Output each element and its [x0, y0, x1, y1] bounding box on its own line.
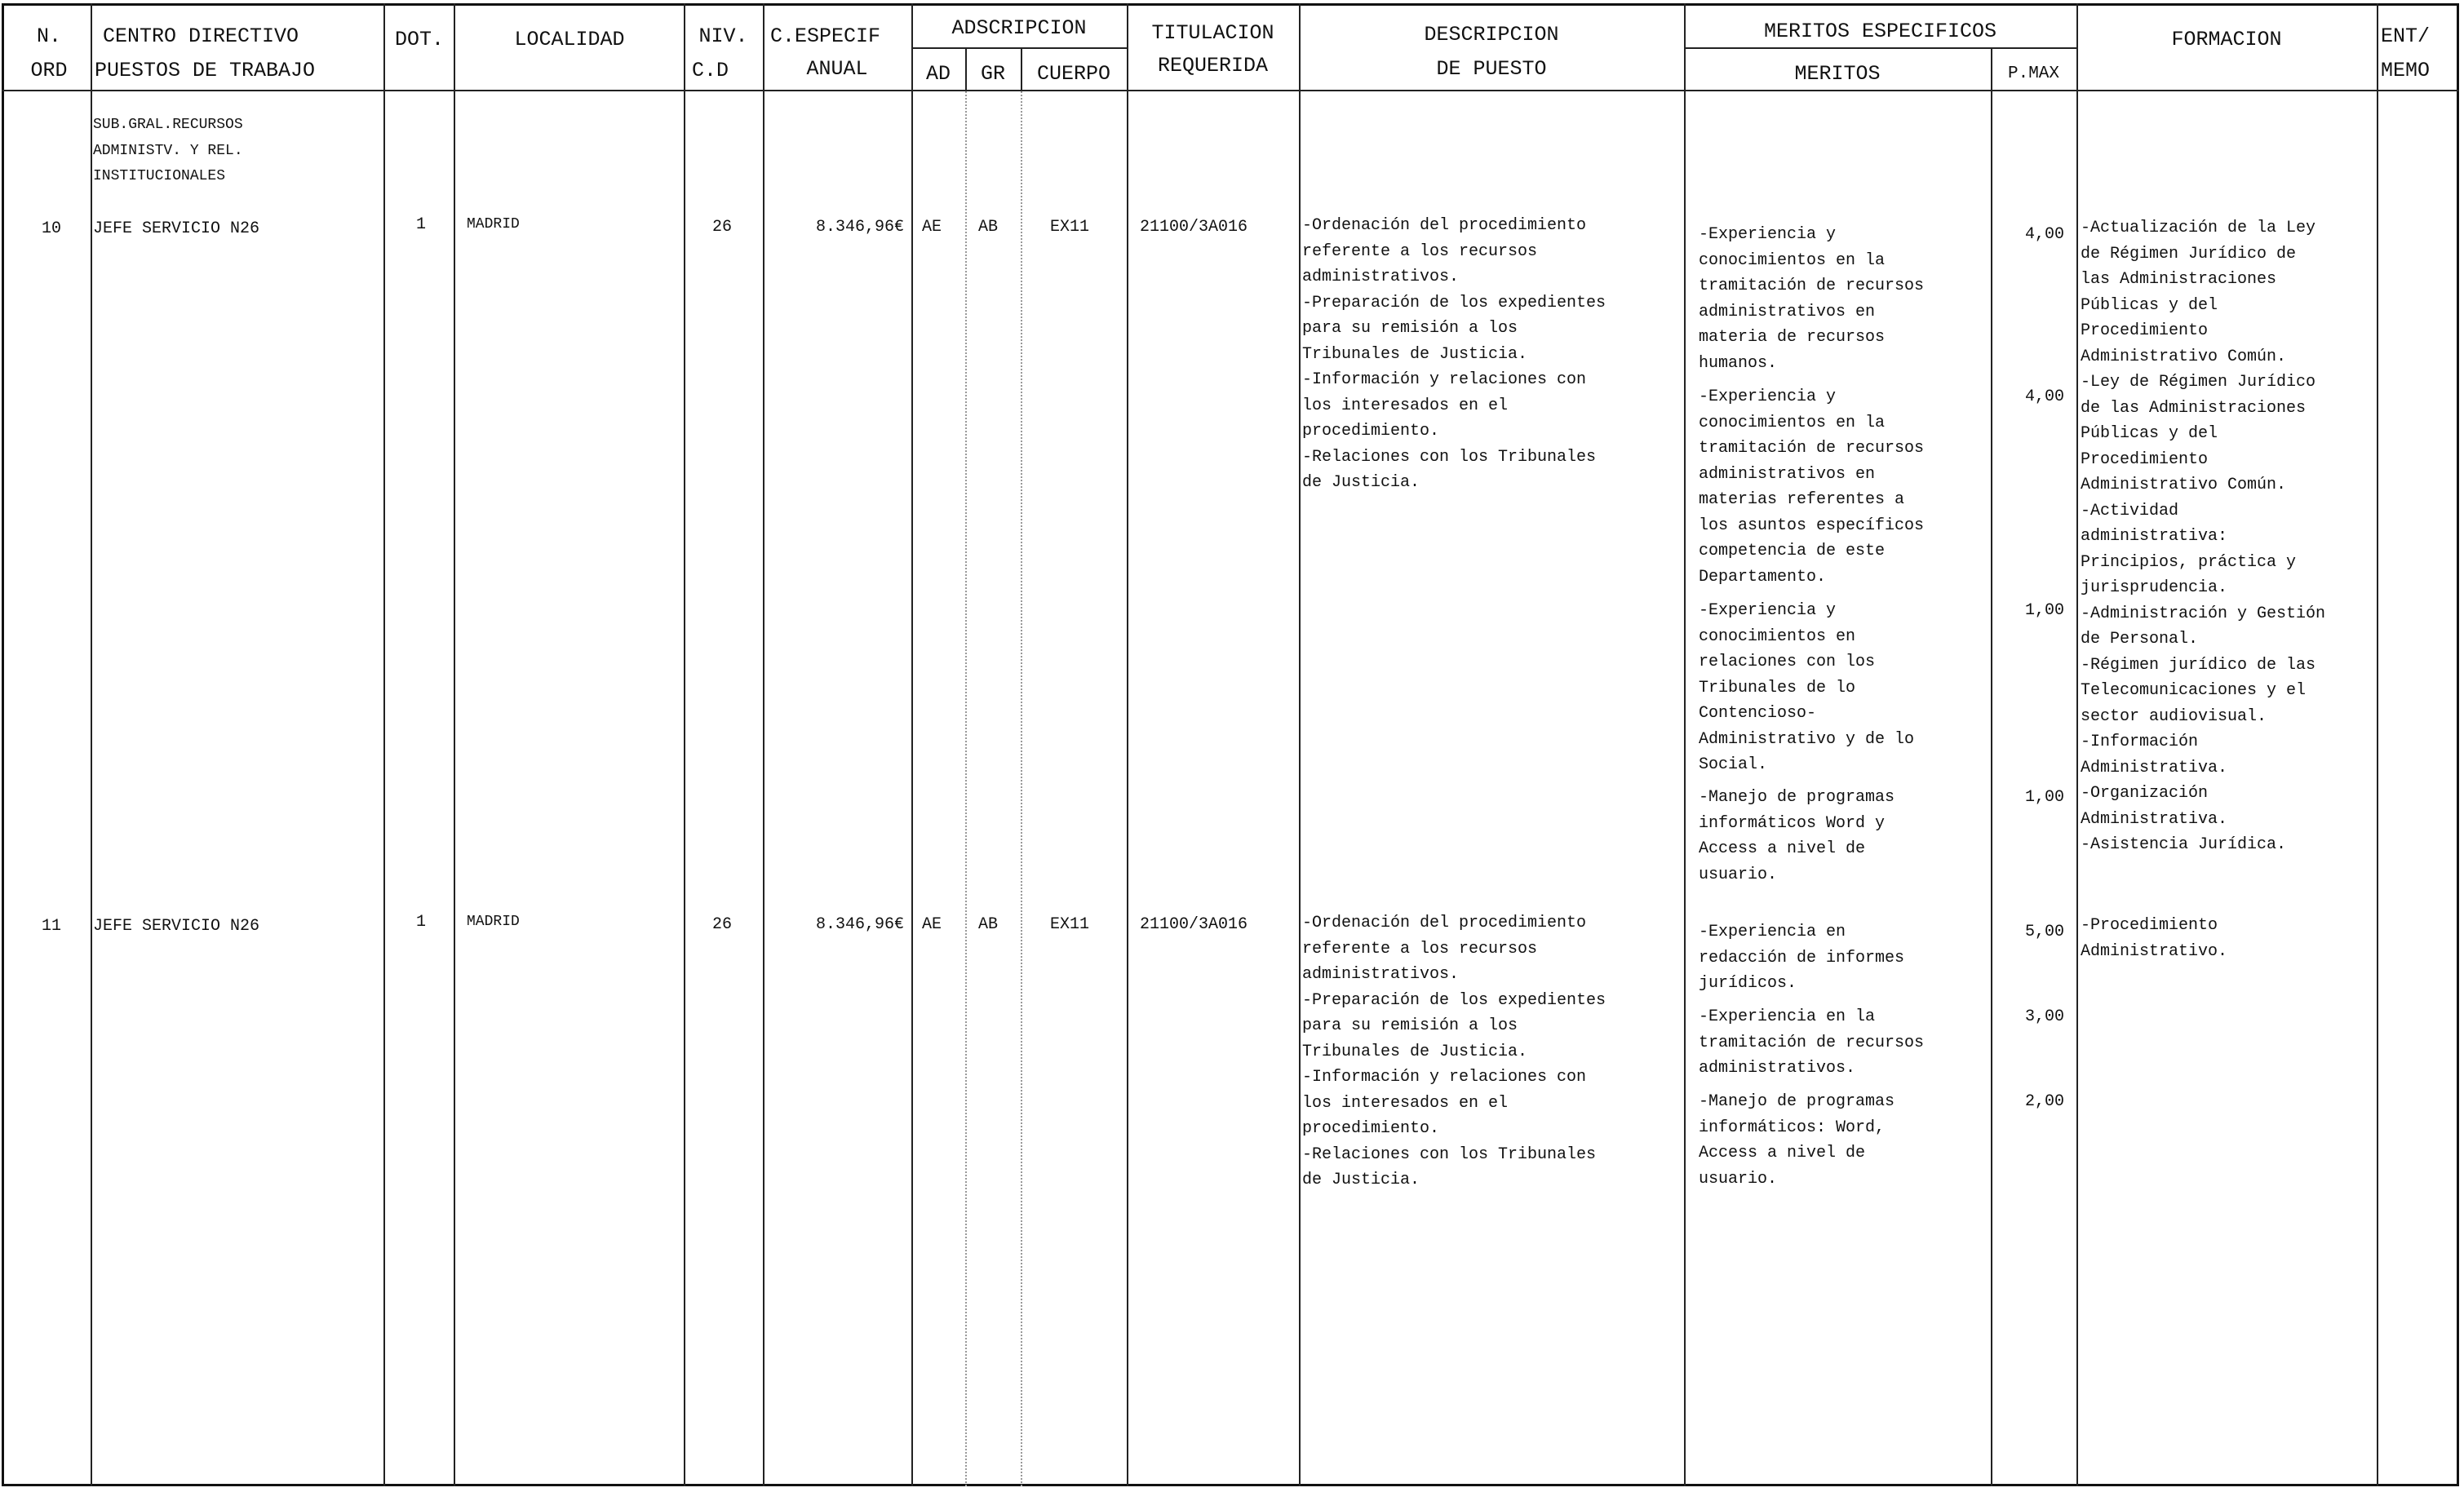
header-meritos: MERITOS: [1794, 62, 1881, 86]
text-line: de Justicia.: [1302, 473, 1420, 492]
text-line: -Experiencia en la: [1699, 1007, 1876, 1026]
header-niv: NIV.: [698, 24, 748, 48]
header-adscripcion: ADSCRIPCION: [951, 16, 1087, 40]
row-ad: AE: [922, 915, 942, 934]
header-ord: ORD: [30, 59, 68, 82]
merit-item: [1699, 384, 1924, 590]
text-line: INSTITUCIONALES: [93, 168, 226, 184]
text-line: jurisprudencia.: [2081, 578, 2228, 597]
text-line: ADMINISTV. Y REL.: [93, 142, 243, 159]
header-meritos-especificos: MERITOS ESPECIFICOS: [1763, 20, 1997, 43]
row-localidad: MADRID: [467, 914, 520, 930]
col-divider: [383, 3, 385, 1486]
text-line: usuario.: [1699, 1169, 1778, 1189]
col-divider: [1684, 3, 1686, 1486]
text-line: Administrativo y de lo: [1699, 729, 1915, 749]
text-line: Tribunales de lo: [1699, 678, 1856, 697]
text-line: Administrativa.: [2081, 758, 2228, 777]
text-line: -Actividad: [2081, 501, 2179, 520]
text-line: informáticos: Word,: [1699, 1118, 1886, 1137]
text-line: Social.: [1699, 755, 1768, 774]
header-divider: [911, 47, 1127, 49]
header-formacion: FORMACION: [2171, 28, 2282, 51]
merit-item: [1699, 1089, 1895, 1192]
header-ad: AD: [925, 62, 951, 86]
header-descripcion: DESCRIPCION: [1424, 23, 1559, 46]
row-descripcion: [1302, 910, 1606, 1193]
text-line: Procedimiento: [2081, 449, 2209, 469]
header-pmax: P.MAX: [2007, 64, 2059, 83]
text-line: tramitación de recursos: [1699, 277, 1925, 295]
text-line: Administrativa.: [2081, 809, 2228, 829]
text-line: administrativos en: [1699, 464, 1876, 484]
text-line: conocimientos en la: [1699, 250, 1886, 270]
col-divider: [2377, 3, 2378, 1486]
merit-pmax: 1,00: [2024, 601, 2064, 620]
text-line: las Administraciones: [2081, 270, 2277, 289]
text-line: Telecomunicaciones y el: [2081, 681, 2307, 700]
text-line: competencia de este: [1699, 542, 1886, 560]
text-line: -Información y relaciones con: [1302, 370, 1587, 389]
header-centro-directivo: CENTRO DIRECTIVO: [103, 24, 299, 48]
row-niv: 26: [711, 218, 732, 237]
text-line: -Información y relaciones con: [1302, 1068, 1587, 1087]
text-line: Access a nivel de: [1699, 1144, 1866, 1162]
header-cd: C.D: [692, 59, 729, 82]
text-line: referente a los recursos: [1302, 241, 1538, 261]
text-line: referente a los recursos: [1302, 939, 1538, 959]
text-line: materias referentes a: [1699, 490, 1905, 509]
text-line: -Experiencia y: [1699, 225, 1837, 244]
col-divider: [2076, 3, 2078, 1486]
text-line: administrativos en: [1699, 302, 1876, 321]
row-c-especif: 8.346,96€: [815, 218, 904, 237]
merit-item: [1699, 785, 1895, 888]
text-line: de Personal.: [2081, 630, 2199, 649]
text-line: Principios, práctica y: [2081, 552, 2297, 572]
text-line: -Preparación de los expedientes: [1302, 293, 1606, 312]
row-niv: 26: [711, 915, 732, 934]
col-divider: [684, 3, 685, 1486]
col-divider: [91, 3, 92, 1486]
text-line: -Relaciones con los Tribunales: [1302, 1144, 1597, 1164]
text-line: Administrativo Común.: [2081, 476, 2287, 494]
merit-pmax: 3,00: [2024, 1007, 2064, 1026]
text-line: Departamento.: [1699, 567, 1827, 587]
text-line: conocimientos en la: [1699, 413, 1886, 432]
header-divider: [1684, 47, 2076, 49]
text-line: -Procedimiento: [2081, 916, 2218, 935]
row-c-especif: 8.346,96€: [815, 915, 904, 934]
text-line: redacción de informes: [1699, 948, 1905, 967]
text-line: -Ley de Régimen Jurídico: [2081, 373, 2316, 392]
text-line: humanos.: [1699, 353, 1778, 373]
text-line: para su remisión a los: [1302, 1016, 1518, 1035]
header-localidad: LOCALIDAD: [514, 28, 625, 51]
header-de-puesto: DE PUESTO: [1436, 57, 1547, 81]
row-gr: AB: [978, 218, 999, 237]
row-formacion: [2081, 913, 2227, 964]
row-ad: AE: [922, 218, 942, 237]
dotted-guide: [965, 91, 967, 1486]
header-c-especif: C.ESPECIF: [770, 24, 881, 48]
text-line: tramitación de recursos: [1699, 1033, 1925, 1052]
text-line: Tribunales de Justicia.: [1302, 344, 1528, 364]
text-line: los interesados en el: [1302, 396, 1509, 415]
merit-pmax: 4,00: [2024, 387, 2064, 406]
text-line: -Experiencia y: [1699, 601, 1837, 620]
merit-item: [1699, 222, 1924, 376]
row-cuerpo: EX11: [1050, 218, 1090, 237]
header-puestos-trabajo: PUESTOS DE TRABAJO: [95, 59, 316, 82]
text-line: informáticos Word y: [1699, 813, 1886, 833]
row-n-ord: 11: [41, 917, 61, 936]
row-dot: 1: [415, 215, 426, 234]
text-line: materia de recursos: [1699, 328, 1886, 347]
text-line: de las Administraciones: [2081, 398, 2307, 418]
row-n-ord: 10: [41, 219, 61, 238]
text-line: Públicas y del: [2081, 424, 2218, 443]
section-title: [93, 113, 243, 190]
text-line: -Actualización de la Ley: [2081, 219, 2316, 237]
text-line: -Organización: [2081, 784, 2209, 803]
text-line: Access a nivel de: [1699, 839, 1866, 858]
col-divider: [911, 3, 913, 1486]
text-line: -Experiencia y: [1699, 387, 1837, 406]
text-line: los asuntos específicos: [1699, 516, 1925, 535]
text-line: -Manejo de programas: [1699, 1092, 1895, 1111]
text-line: procedimiento.: [1302, 1119, 1440, 1138]
row-puesto: JEFE SERVICIO N26: [93, 917, 260, 936]
merit-item: [1699, 598, 1914, 778]
merit-item: [1699, 1004, 1924, 1082]
header-n-ord: N.: [36, 24, 61, 48]
text-line: -Régimen jurídico de las: [2081, 655, 2316, 675]
header-bottom-rule: [2, 90, 2459, 91]
text-line: -Preparación de los expedientes: [1302, 990, 1606, 1010]
text-line: administrativos.: [1302, 268, 1460, 286]
col-divider: [1127, 3, 1128, 1486]
header-dot: DOT.: [394, 28, 444, 51]
text-line: Procedimiento: [2081, 321, 2209, 340]
header-requerida: REQUERIDA: [1157, 54, 1269, 77]
merit-pmax: 1,00: [2024, 788, 2064, 807]
row-puesto: JEFE SERVICIO N26: [93, 219, 260, 238]
merit-item: [1699, 919, 1904, 997]
text-line: de Justicia.: [1302, 1171, 1420, 1189]
text-line: administrativa:: [2081, 527, 2228, 546]
merit-pmax: 5,00: [2024, 923, 2064, 941]
text-line: Administrativo.: [2081, 941, 2228, 961]
header-anual: ANUAL: [806, 57, 868, 81]
text-line: -Experiencia en: [1699, 923, 1846, 941]
text-line: sector audiovisual.: [2081, 706, 2267, 726]
text-line: -Manejo de programas: [1699, 788, 1895, 807]
text-line: administrativos.: [1699, 1059, 1856, 1078]
row-dot: 1: [415, 913, 426, 932]
col-divider: [1991, 49, 1992, 1486]
text-line: -Relaciones con los Tribunales: [1302, 447, 1597, 467]
text-line: Públicas y del: [2081, 295, 2218, 315]
text-line: Administrativo Común.: [2081, 347, 2287, 366]
text-line: -Administración y Gestión: [2081, 604, 2326, 623]
row-gr: AB: [978, 915, 999, 934]
text-line: de Régimen Jurídico de: [2081, 244, 2297, 263]
header-titulacion: TITULACION: [1151, 21, 1274, 45]
header-cuerpo: CUERPO: [1036, 62, 1110, 86]
text-line: -Asistencia Jurídica.: [2081, 835, 2287, 854]
text-line: conocimientos en: [1699, 626, 1856, 646]
text-line: relaciones con los: [1699, 653, 1876, 671]
col-divider: [454, 3, 455, 1486]
header-gr: GR: [980, 62, 1005, 86]
row-descripcion: [1302, 213, 1606, 496]
row-titulacion: 21100/3A016: [1140, 915, 1248, 934]
text-line: procedimiento.: [1302, 422, 1440, 441]
text-line: para su remisión a los: [1302, 319, 1518, 338]
dotted-guide: [1021, 91, 1022, 1486]
merit-pmax: 2,00: [2024, 1092, 2064, 1111]
row-titulacion: 21100/3A016: [1140, 218, 1248, 237]
row-formacion: [2081, 215, 2325, 858]
text-line: SUB.GRAL.RECURSOS: [93, 117, 243, 133]
row-cuerpo: EX11: [1050, 915, 1090, 934]
text-line: Tribunales de Justicia.: [1302, 1042, 1528, 1061]
text-line: -Información: [2081, 733, 2199, 751]
col-divider: [1299, 3, 1301, 1486]
header-memo: MEMO: [2381, 59, 2431, 82]
text-line: administrativos.: [1302, 965, 1460, 984]
row-localidad: MADRID: [467, 216, 520, 232]
merit-pmax: 4,00: [2024, 225, 2064, 244]
text-line: Contencioso-: [1699, 704, 1817, 723]
text-line: los interesados en el: [1302, 1093, 1509, 1113]
text-line: usuario.: [1699, 865, 1778, 884]
text-line: -Ordenación del procedimiento: [1302, 216, 1587, 235]
col-divider: [763, 3, 764, 1486]
text-line: -Ordenación del procedimiento: [1302, 914, 1587, 932]
header-ent: ENT/: [2381, 24, 2431, 48]
text-line: tramitación de recursos: [1699, 439, 1925, 458]
text-line: jurídicos.: [1699, 974, 1797, 993]
